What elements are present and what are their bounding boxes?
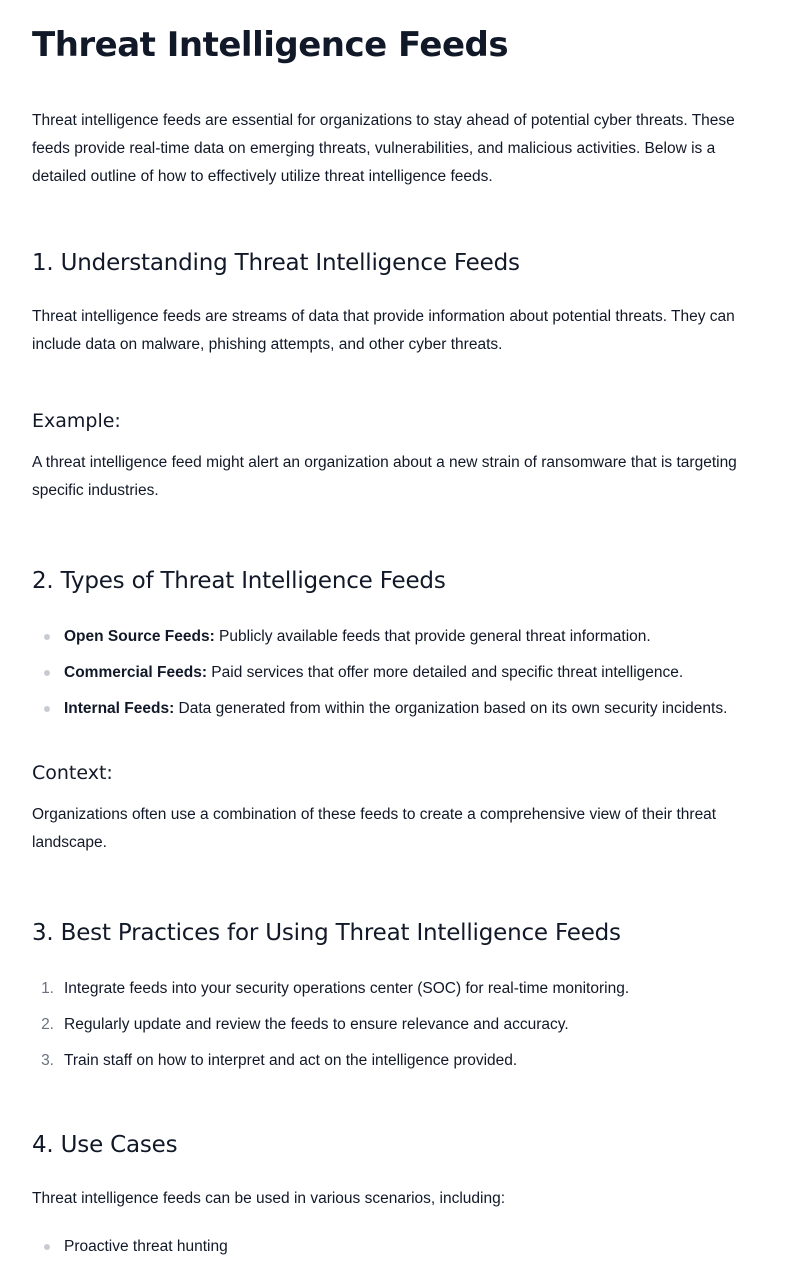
- example-paragraph: A threat intelligence feed might alert an organization about a new strain of ransomware that is targeting specific industries.: [32, 454, 737, 499]
- list-item-number: 3.: [41, 1052, 54, 1069]
- list-item-term: Commercial Feeds:: [64, 664, 207, 681]
- list-item-description: Paid services that offer more detailed and specific threat intelligence.: [207, 664, 684, 681]
- section-1-heading: 1. Understanding Threat Intelligence Feeds: [32, 250, 520, 276]
- list-item: [32, 695, 768, 731]
- list-item: [32, 1047, 768, 1083]
- section-4-paragraph: Threat intelligence feeds can be used in various scenarios, including:: [32, 1190, 506, 1207]
- best-practices-list: [32, 975, 768, 1083]
- section-4-heading: 4. Use Cases: [32, 1132, 178, 1158]
- list-item-description: Publicly available feeds that provide general threat information.: [214, 628, 651, 645]
- page-title: Threat Intelligence Feeds: [32, 25, 509, 65]
- list-item-text: Integrate feeds into your security operations center (SOC) for real-time monitoring.: [64, 980, 630, 997]
- list-item: [32, 1011, 768, 1047]
- section-3-heading: 3. Best Practices for Using Threat Intelligence Feeds: [32, 920, 621, 946]
- section-1-paragraph: Threat intelligence feeds are streams of data that provide information about potential threats. They can include data on malware, phishing attempts, and other cyber threats.: [32, 308, 735, 353]
- list-item-description: Data generated from within the organization based on its own security incidents.: [174, 700, 728, 717]
- list-item-text: Train staff on how to interpret and act on the intelligence provided.: [64, 1052, 518, 1069]
- bullet-icon: [44, 1244, 50, 1250]
- document-page: [0, 25, 800, 1255]
- list-item-number: 1.: [41, 980, 54, 997]
- example-heading: Example:: [32, 410, 121, 432]
- list-item: [32, 623, 768, 659]
- list-item-text: Proactive threat hunting: [64, 1238, 228, 1255]
- use-cases-list: [32, 1233, 768, 1269]
- list-item: [32, 1233, 768, 1269]
- list-item: [32, 659, 768, 695]
- list-item-number: 2.: [41, 1016, 54, 1033]
- list-item: [32, 975, 768, 1011]
- context-paragraph: Organizations often use a combination of these feeds to create a comprehensive view of their threat landscape.: [32, 806, 717, 851]
- intro-paragraph: Threat intelligence feeds are essential for organizations to stay ahead of potential cyber threats. These feeds provide real-time data on emerging threats, vulnerabilities, and malicious activities. Below is a detailed outline of how to effectively utilize threat intelligence feeds.: [32, 112, 735, 185]
- list-item-term: Open Source Feeds:: [64, 628, 215, 645]
- bullet-icon: [44, 706, 50, 712]
- context-heading: Context:: [32, 762, 113, 784]
- feed-types-list: [32, 623, 768, 731]
- list-item-term: Internal Feeds:: [64, 700, 175, 717]
- bullet-icon: [44, 670, 50, 676]
- section-2-heading: 2. Types of Threat Intelligence Feeds: [32, 568, 446, 594]
- list-item-text: Regularly update and review the feeds to ensure relevance and accuracy.: [64, 1016, 569, 1033]
- bullet-icon: [44, 634, 50, 640]
